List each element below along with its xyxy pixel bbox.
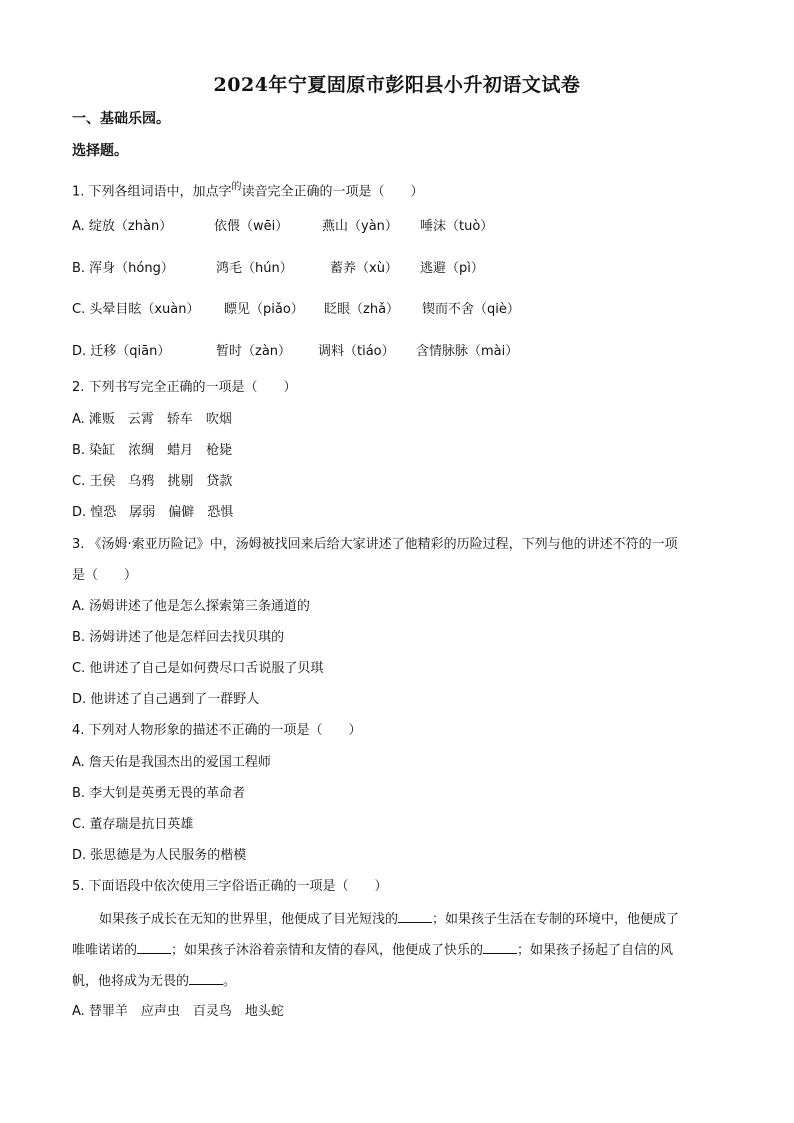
question-3-option-a[interactable]: A. 汤姆讲述了他是怎么探索第三条通道的 — [72, 599, 310, 614]
page-title: 2024年宁夏固原市彭阳县小升初语文试卷 — [213, 74, 581, 96]
option-word: 调料（tiáo） — [318, 344, 395, 359]
question-3-option-b[interactable]: B. 汤姆讲述了他是怎样回去找贝琪的 — [72, 630, 285, 645]
option-word: D. 迁移（qiān） — [72, 344, 171, 359]
option-word: 蓄养（xù） — [330, 261, 398, 276]
passage-text: 。 — [223, 974, 237, 989]
question-3-stem-line1: 3. 《汤姆·索亚历险记》中，汤姆被找回来后给大家讲述了他精彩的历险过程，下列与他的讲述不符的一项 — [72, 537, 678, 552]
option-word: 锲而不舍（qiè） — [422, 302, 520, 317]
question-5-stem: 5. 下面语段中依次使用三字俗语正确的一项是（ ） — [72, 879, 388, 894]
option-word: 逃避（pì） — [420, 261, 484, 276]
question-5-option-a[interactable]: A. 替罪羊 应声虫 百灵鸟 地头蛇 — [72, 1004, 284, 1019]
option-word: 唾沫（tuò） — [420, 219, 494, 234]
question-3-option-c[interactable]: C. 他讲述了自己是如何费尽口舌说服了贝琪 — [72, 661, 324, 676]
question-2-option-b[interactable]: B. 染缸 浓绸 蜡月 枪毙 — [72, 443, 233, 458]
option-word: 暂时（zàn） — [216, 344, 292, 359]
section-heading: 一、基础乐园。 — [72, 111, 170, 127]
option-word: A. 绽放（zhàn） — [72, 219, 173, 234]
option-word: 燕山（yàn） — [322, 219, 398, 234]
question-3-option-d[interactable]: D. 他讲述了自己遇到了一群野人 — [72, 692, 260, 707]
question-4-option-c[interactable]: C. 董存瑞是抗日英雄 — [72, 817, 194, 832]
question-1-option-d[interactable] — [72, 343, 518, 361]
question-4-option-a[interactable]: A. 詹天佑是我国杰出的爱国工程师 — [72, 755, 271, 770]
marked-char-text: 的 — [231, 182, 242, 193]
question-5-passage-line3 — [72, 972, 236, 991]
marked-char — [232, 184, 242, 199]
question-4-option-b[interactable]: B. 李大钊是英勇无畏的革命者 — [72, 786, 246, 801]
passage-text: ；如果孩子扬起了自信的风 — [517, 943, 674, 958]
passage-text: ；如果孩子生活在专制的环境中，他便成了 — [432, 912, 680, 927]
question-1-stem — [72, 179, 424, 201]
option-word: 含情脉脉（mài） — [416, 344, 519, 359]
fill-blank — [483, 941, 517, 954]
passage-text: 如果孩子成长在无知的世界里，他便成了目光短浅的 — [99, 912, 399, 927]
question-1-option-c[interactable] — [72, 301, 520, 319]
question-1-option-b[interactable] — [72, 260, 484, 278]
question-5-passage-line1 — [99, 910, 679, 929]
option-word: 依偎（wēi） — [214, 219, 289, 234]
passage-text: ；如果孩子沐浴着亲情和友情的春风，他便成了快乐的 — [171, 943, 484, 958]
question-4-option-d[interactable]: D. 张思德是为人民服务的楷模 — [72, 848, 247, 863]
question-2-option-c[interactable]: C. 王侯 乌鸦 挑剔 贷款 — [72, 474, 233, 489]
question-2-option-d[interactable]: D. 惶恐 孱弱 偏僻 恐惧 — [72, 505, 234, 520]
passage-text: 帆，他将成为无畏的 — [72, 974, 190, 989]
question-3-stem-line2: 是（ ） — [72, 568, 138, 583]
passage-text: 唯唯诺诺的 — [72, 943, 138, 958]
subsection-heading: 选择题。 — [72, 143, 128, 159]
question-2-stem: 2. 下列书写完全正确的一项是（ ） — [72, 380, 297, 395]
option-word: 瞟见（piǎo） — [224, 302, 304, 317]
question-1-option-a[interactable] — [72, 218, 493, 236]
question-1-stem-pre: 1. 下列各组词语中，加点字 — [72, 184, 232, 200]
question-4-stem: 4. 下列对人物形象的描述不正确的一项是（ ） — [72, 723, 362, 738]
option-word: 鸿毛（hún） — [216, 261, 293, 276]
option-word: C. 头晕目眩（xuàn） — [72, 302, 200, 317]
question-1-stem-post: 读音完全正确的一项是（ ） — [241, 184, 424, 200]
question-5-passage-line2 — [72, 941, 673, 960]
fill-blank — [398, 910, 432, 923]
fill-blank — [189, 972, 223, 985]
question-2-option-a[interactable]: A. 滩贩 云霄 轿车 吹烟 — [72, 412, 232, 427]
option-word: B. 浑身（hóng） — [72, 261, 174, 276]
option-word: 眨眼（zhǎ） — [324, 302, 400, 317]
fill-blank — [137, 941, 171, 954]
